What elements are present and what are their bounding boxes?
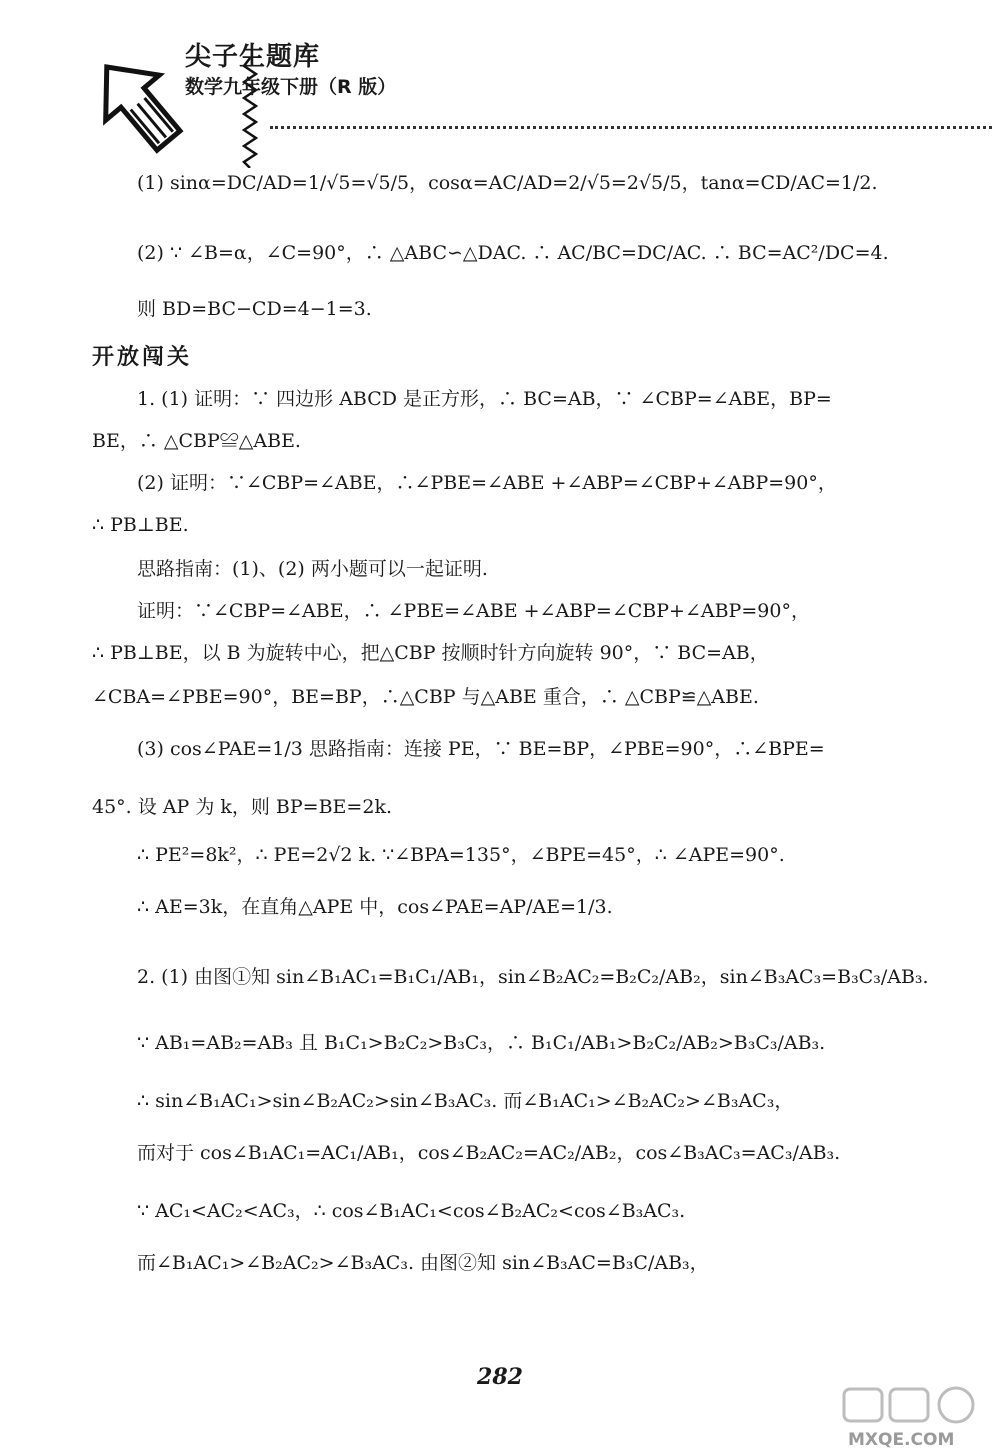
answer-line: 1. (1) 证明：∵ 四边形 ABCD 是正方形，∴ BC=AB，∵ ∠CBP=∠ABE，BP= — [137, 388, 832, 410]
answer-line: ∴ PB⊥BE，以 B 为旋转中心，把△CBP 按顺时针方向旋转 90°，∵ BC=AB， — [92, 642, 769, 664]
header-dotted-rule — [270, 126, 992, 129]
watermark-logo-icon — [840, 1385, 990, 1451]
answer-line: ∴ sin∠B₁AC₁>sin∠B₂AC₂>sin∠B₃AC₃. 而∠B₁AC₁>∠B₂AC₂>∠B₃AC₃， — [137, 1090, 794, 1112]
section-title: 开放闯关 — [92, 345, 193, 370]
answer-line: ∵ AB₁=AB₂=AB₃ 且 B₁C₁>B₂C₂>B₃C₃，∴ B₁C₁/AB₁>B₂C₂/AB₂>B₃C₃/AB₃. — [137, 1032, 826, 1054]
book-subtitle: 数学九年级下册（R 版） — [185, 76, 397, 98]
page-header — [90, 28, 910, 143]
answer-line: ∠CBA=∠PBE=90°，BE=BP，∴△CBP 与△ABE 重合，∴ △CBP≌△ABE. — [92, 686, 759, 708]
answer-line: ∴ PE²=8k²，∴ PE=2√2 k. ∵∠BPA=135°，∠BPE=45°，∴ ∠APE=90°. — [137, 844, 785, 866]
answer-line: 45°. 设 AP 为 k，则 BP=BE=2k. — [92, 796, 392, 818]
answer-line: ∴ PB⊥BE. — [92, 514, 189, 536]
answer-line: (1) sinα=DC/AD=1/√5=√5/5，cosα=AC/AD=2/√5=2√5/5，tanα=CD/AC=1/2. — [137, 172, 878, 194]
answer-line: 2. (1) 由图①知 sin∠B₁AC₁=B₁C₁/AB₁，sin∠B₂AC₂=B₂C₂/AB₂，sin∠B₃AC₃=B₃C₃/AB₃. — [137, 966, 929, 988]
answer-line: 证明：∵∠CBP=∠ABE，∴ ∠PBE=∠ABE +∠ABP=∠CBP+∠ABP=90°， — [137, 600, 810, 622]
watermark-text: MXQE.COM — [848, 1430, 955, 1450]
answer-line: 则 BD=BC−CD=4−1=3. — [137, 298, 372, 320]
answer-line: BE，∴ △CBP≌△ABE. — [92, 430, 301, 452]
arrow-logo-icon — [90, 48, 185, 158]
page-number: 282 — [477, 1364, 523, 1390]
book-title: 尖子生题库 — [185, 42, 321, 72]
answer-line: (2) 证明：∵∠CBP=∠ABE，∴∠PBE=∠ABE +∠ABP=∠CBP+∠ABP=90°， — [137, 472, 837, 494]
answer-line: (2) ∵ ∠B=α，∠C=90°，∴ △ABC∽△DAC. ∴ AC/BC=DC/AC. ∴ BC=AC²/DC=4. — [137, 242, 889, 264]
answer-line: (3) cos∠PAE=1/3 思路指南：连接 PE，∵ BE=BP，∠PBE=90°，∴∠BPE= — [137, 738, 825, 760]
answer-line: ∵ AC₁<AC₂<AC₃，∴ cos∠B₁AC₁<cos∠B₂AC₂<cos∠B₃AC₃. — [137, 1200, 686, 1222]
answer-line: ∴ AE=3k，在直角△APE 中，cos∠PAE=AP/AE=1/3. — [137, 896, 613, 918]
answer-line: 而对于 cos∠B₁AC₁=AC₁/AB₁，cos∠B₂AC₂=AC₂/AB₂，cos∠B₃AC₃=AC₃/AB₃. — [137, 1142, 841, 1164]
answer-line: 思路指南：(1)、(2) 两小题可以一起证明. — [137, 558, 488, 580]
answer-line: 而∠B₁AC₁>∠B₂AC₂>∠B₃AC₃. 由图②知 sin∠B₃AC=B₃C/AB₃， — [137, 1252, 709, 1274]
